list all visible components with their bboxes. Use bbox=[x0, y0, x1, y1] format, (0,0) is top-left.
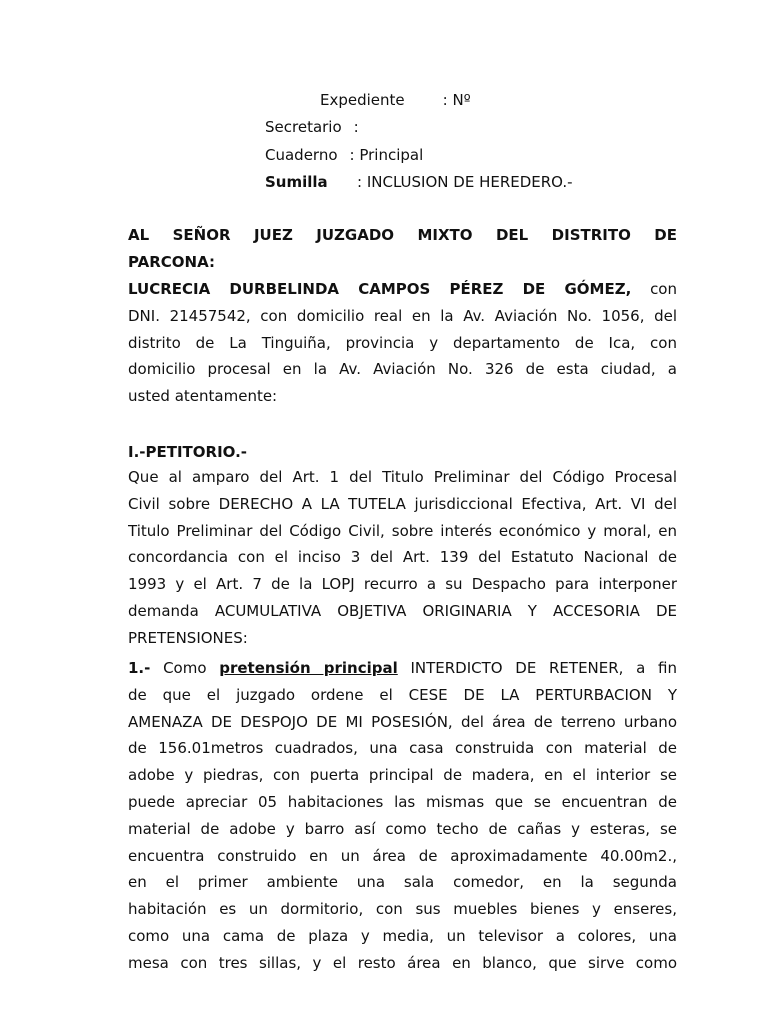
item-1-paragraph bbox=[128, 655, 677, 977]
petitorio-line: Civil sobre DERECHO A LA TUTELA jurisdiccional Efectiva, Art. VI del bbox=[128, 494, 677, 513]
sumilla-label: Sumilla bbox=[265, 173, 328, 191]
item-1-first-line bbox=[128, 655, 677, 682]
item-1-line: en el primer ambiente una sala comedor, en la segunda bbox=[128, 873, 677, 892]
item-1-post: INTERDICTO DE RETENER, a fin bbox=[410, 659, 677, 677]
item-1-line: adobe y piedras, con puerta principal de madera, en el interior se bbox=[128, 766, 677, 785]
sumilla-value: : INCLUSION DE HEREDERO.- bbox=[357, 173, 573, 191]
petitorio-line: concordancia con el inciso 3 del Art. 139 del Estatuto Nacional de bbox=[128, 548, 677, 567]
item-1-line: puede apreciar 05 habitaciones las mismas que se encuentran de bbox=[128, 792, 677, 811]
cuaderno-label: Cuaderno bbox=[265, 146, 338, 164]
item-1-line: encuentra construido en un área de aproximadamente 40.00m2., bbox=[128, 846, 677, 865]
sumilla-row bbox=[265, 172, 573, 192]
petitorio-line: PRETENSIONES: bbox=[128, 628, 248, 647]
item-1-line: de que el juzgado ordene el CESE DE LA PERTURBACION Y bbox=[128, 685, 677, 704]
petitorio-paragraph bbox=[128, 464, 677, 652]
addressee-line: AL SEÑOR JUEZ JUZGADO MIXTO DEL DISTRITO DE bbox=[128, 226, 677, 244]
secretario-value: : bbox=[353, 118, 359, 136]
intro-line: domicilio procesal en la Av. Aviación No. 326 de esta ciudad, a bbox=[128, 360, 677, 379]
intro-paragraph bbox=[128, 276, 677, 410]
addressee-line: PARCONA: bbox=[128, 252, 215, 271]
item-1-line: mesa con tres sillas, y el resto área en blanco, que sirve como bbox=[128, 953, 677, 972]
item-1-line: AMENAZA DE DESPOJO DE MI POSESIÓN, del área de terreno urbano bbox=[128, 712, 677, 731]
petitorio-line: 1993 y el Art. 7 de la LOPJ recurro a su Despacho para interponer bbox=[128, 575, 677, 594]
cuaderno-row bbox=[265, 145, 423, 165]
item-1-pre: Como bbox=[163, 659, 207, 677]
intro-con: con bbox=[650, 280, 677, 298]
expediente-row bbox=[320, 90, 471, 110]
plaintiff-name: LUCRECIA DURBELINDA CAMPOS PÉREZ DE GÓMEZ, bbox=[128, 280, 632, 298]
item-1-line: habitación es un dormitorio, con sus muebles bienes y enseres, bbox=[128, 900, 677, 919]
intro-line: distrito de La Tinguiña, provincia y departamento de Ica, con bbox=[128, 333, 677, 352]
petitorio-line: demanda ACUMULATIVA OBJETIVA ORIGINARIA Y ACCESORIA DE bbox=[128, 601, 677, 620]
item-1-line: de 156.01metros cuadrados, una casa construida con material de bbox=[128, 739, 677, 758]
intro-line: DNI. 21457542, con domicilio real en la Av. Aviación No. 1056, del bbox=[128, 306, 677, 325]
pretension-principal-label: pretensión principal bbox=[219, 659, 398, 677]
petitorio-line: Que al amparo del Art. 1 del Titulo Preliminar del Código Procesal bbox=[128, 468, 677, 486]
secretario-row bbox=[265, 117, 359, 137]
expediente-value: : Nº bbox=[442, 91, 471, 109]
cuaderno-value: : Principal bbox=[349, 146, 424, 164]
intro-line bbox=[128, 276, 677, 303]
item-1-line: como una cama de plaza y media, un televisor a colores, una bbox=[128, 926, 677, 945]
petitorio-heading: I.-PETITORIO.- bbox=[128, 443, 248, 461]
intro-line: usted atentamente: bbox=[128, 387, 278, 406]
item-1-line: material de adobe y barro así como techo de cañas y esteras, se bbox=[128, 819, 677, 838]
addressee bbox=[128, 222, 677, 276]
expediente-label: Expediente bbox=[320, 91, 405, 109]
secretario-label: Secretario bbox=[265, 118, 342, 136]
petitorio-line: Titulo Preliminar del Código Civil, sobre interés económico y moral, en bbox=[128, 521, 677, 540]
item-1-number: 1.- bbox=[128, 659, 151, 677]
